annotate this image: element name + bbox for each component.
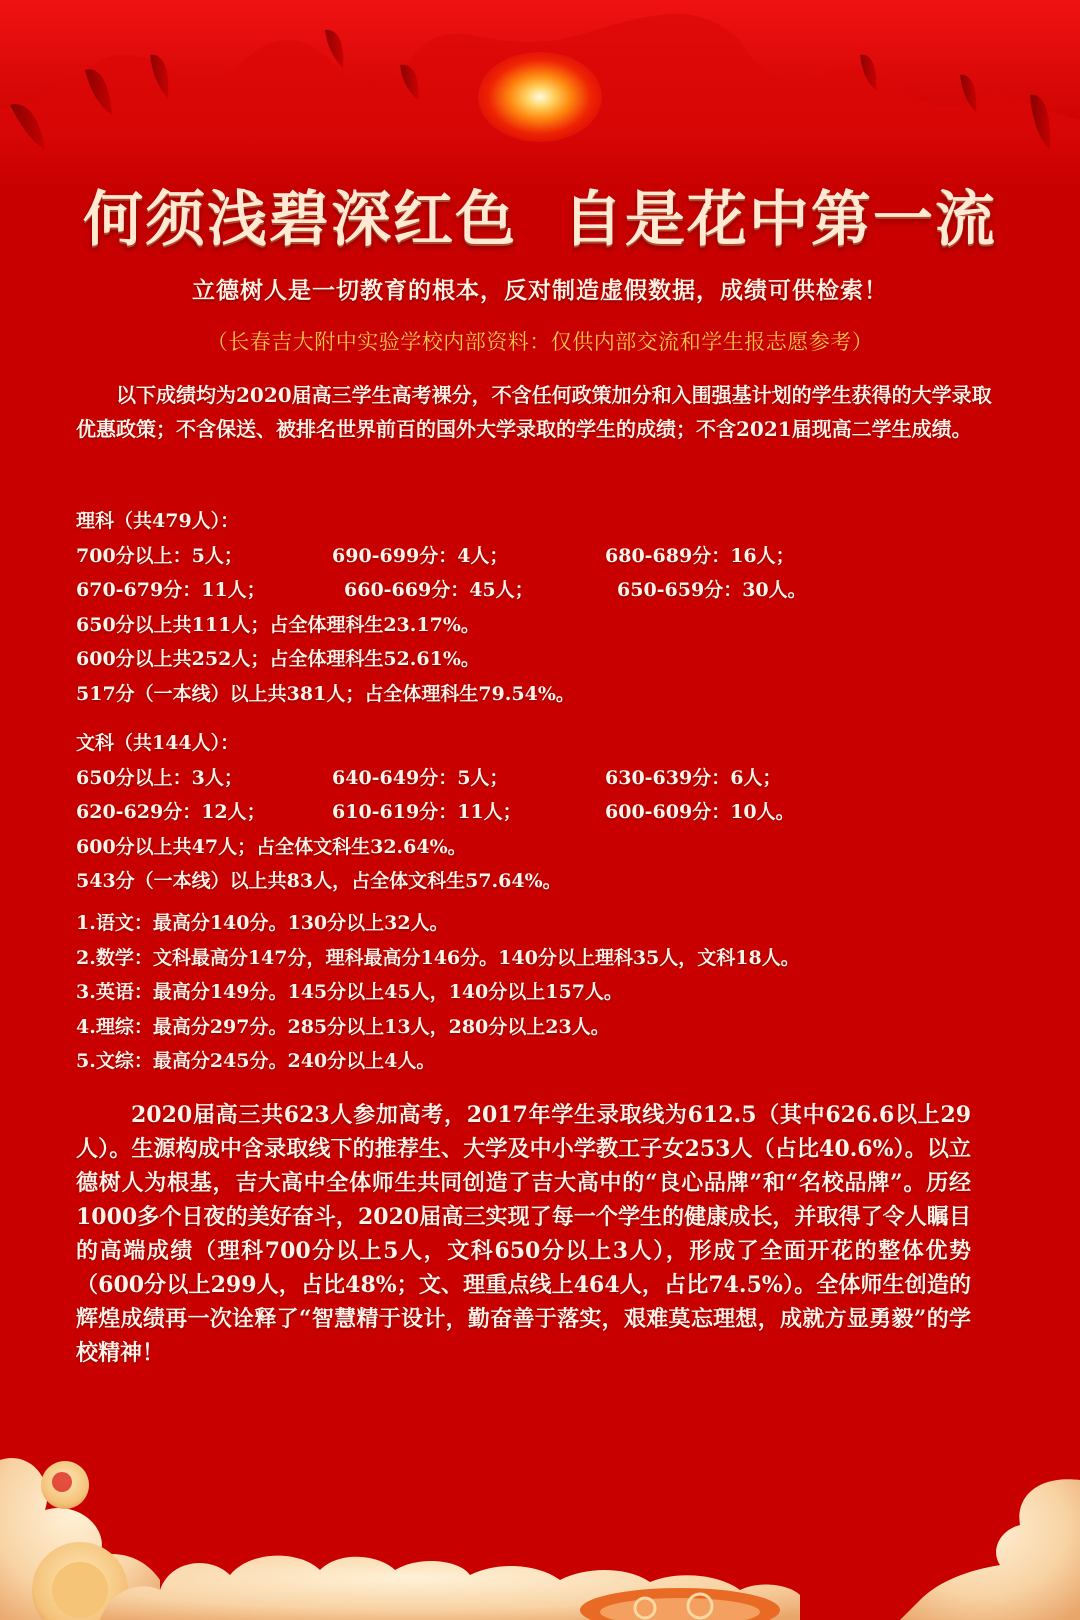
summary-line: 543分（一本线）以上共83人，占全体文科生57.64%。 (76, 870, 562, 892)
subject-item: 2.数学：文科最高分147分，理科最高分146分。140分以上理科35人，文科18人。 (76, 946, 800, 969)
score-band: 610-619分：11人； (332, 801, 522, 823)
subject-item: 3.英语：最高分149分。145分以上45人，140分以上157人。 (76, 981, 623, 1003)
subject-item: 4.理综：最高分297分。285分以上13人，280分以上23人。 (76, 1015, 610, 1038)
score-band-row (76, 539, 1006, 574)
score-band: 680-689分：16人； (605, 544, 795, 567)
score-band-row (76, 761, 1006, 796)
score-band-row (76, 795, 1006, 830)
summary-line: 517分（一本线）以上共381人；占全体理科生79.54%。 (76, 682, 575, 705)
intro-paragraph: 以下成绩均为2020届高三学生高考裸分，不含任何政策加分和入围强基计划的学生获得的大学录取优惠政策；不含保送、被排名世界前百的国外大学录取的学生的成绩；不含2021届现高二学生成绩。 (76, 383, 992, 441)
score-band: 630-639分：6人； (605, 766, 782, 789)
closing-paragraph: 2020届高三共623人参加高考，2017年学生录取线为612.5（其中626.6以上29人）。生源构成中含录取线下的推荐生、大学及中小学教工子女253人（占比40.6%）。以立德树人为根基，吉大高中全体师生共同创造了吉大高中的“良心品牌”和“名校品牌”。历经1000多个日夜的美好奋斗，2020届高三实现了每一个学生的健康成长，并取得了令人瞩目的高端成绩（理科700分以上5人，文科650分以上3人），形成了全面开花的整体优势（600分以上299人，占比48%；文、理重点线上464人，占比74.5%）。全体师生创造的辉煌成绩再一次诠释了“智慧精于设计，勤奋善于落实，艰难莫忘理想，成就方显勇毅”的学校精神！ (76, 1102, 971, 1366)
score-band: 640-649分：5人； (332, 766, 509, 789)
summary-line: 650分以上共111人；占全体理科生23.17%。 (76, 613, 480, 636)
internal-material-note: （长春吉大附中实验学校内部资料：仅供内部交流和学生报志愿参考） (206, 330, 874, 354)
score-band: 660-669分：45人； (344, 579, 534, 601)
science-title: 理科（共479人）： (76, 510, 240, 532)
subject-highs-list (76, 906, 1006, 1079)
subject-item: 5.文综：最高分245分。240分以上4人。 (76, 1050, 436, 1072)
science-results-section (76, 504, 1006, 711)
liberal-arts-title: 文科（共144人）： (76, 732, 240, 754)
score-band: 700分以上：5人； (76, 544, 243, 567)
auspicious-clouds-icon (0, 1440, 1080, 1620)
subject-item: 1.语文：最高分140分。130分以上32人。 (76, 912, 449, 934)
light-glow-decoration (478, 52, 602, 142)
liberal-arts-results-section (76, 726, 1006, 899)
score-band: 690-699分：4人； (332, 544, 509, 567)
summary-line: 600分以上共252人；占全体理科生52.61%。 (76, 648, 480, 670)
summary-line: 600分以上共47人；占全体文科生32.64%。 (76, 835, 467, 858)
poster-headline: 何须浅碧深红色 自是花中第一流 (83, 185, 997, 255)
poster-slogan: 立德树人是一切教育的根本，反对制造虚假数据，成绩可供检索！ (192, 278, 888, 304)
score-band: 620-629分：12人； (76, 801, 266, 823)
red-ribbon-decoration (0, 0, 1080, 190)
score-band-row (76, 573, 1006, 608)
score-band: 650分以上：3人； (76, 766, 243, 789)
score-band: 650-659分：30人。 (617, 579, 807, 601)
score-band: 600-609分：10人。 (605, 801, 795, 823)
score-band: 670-679分：11人； (76, 579, 266, 601)
